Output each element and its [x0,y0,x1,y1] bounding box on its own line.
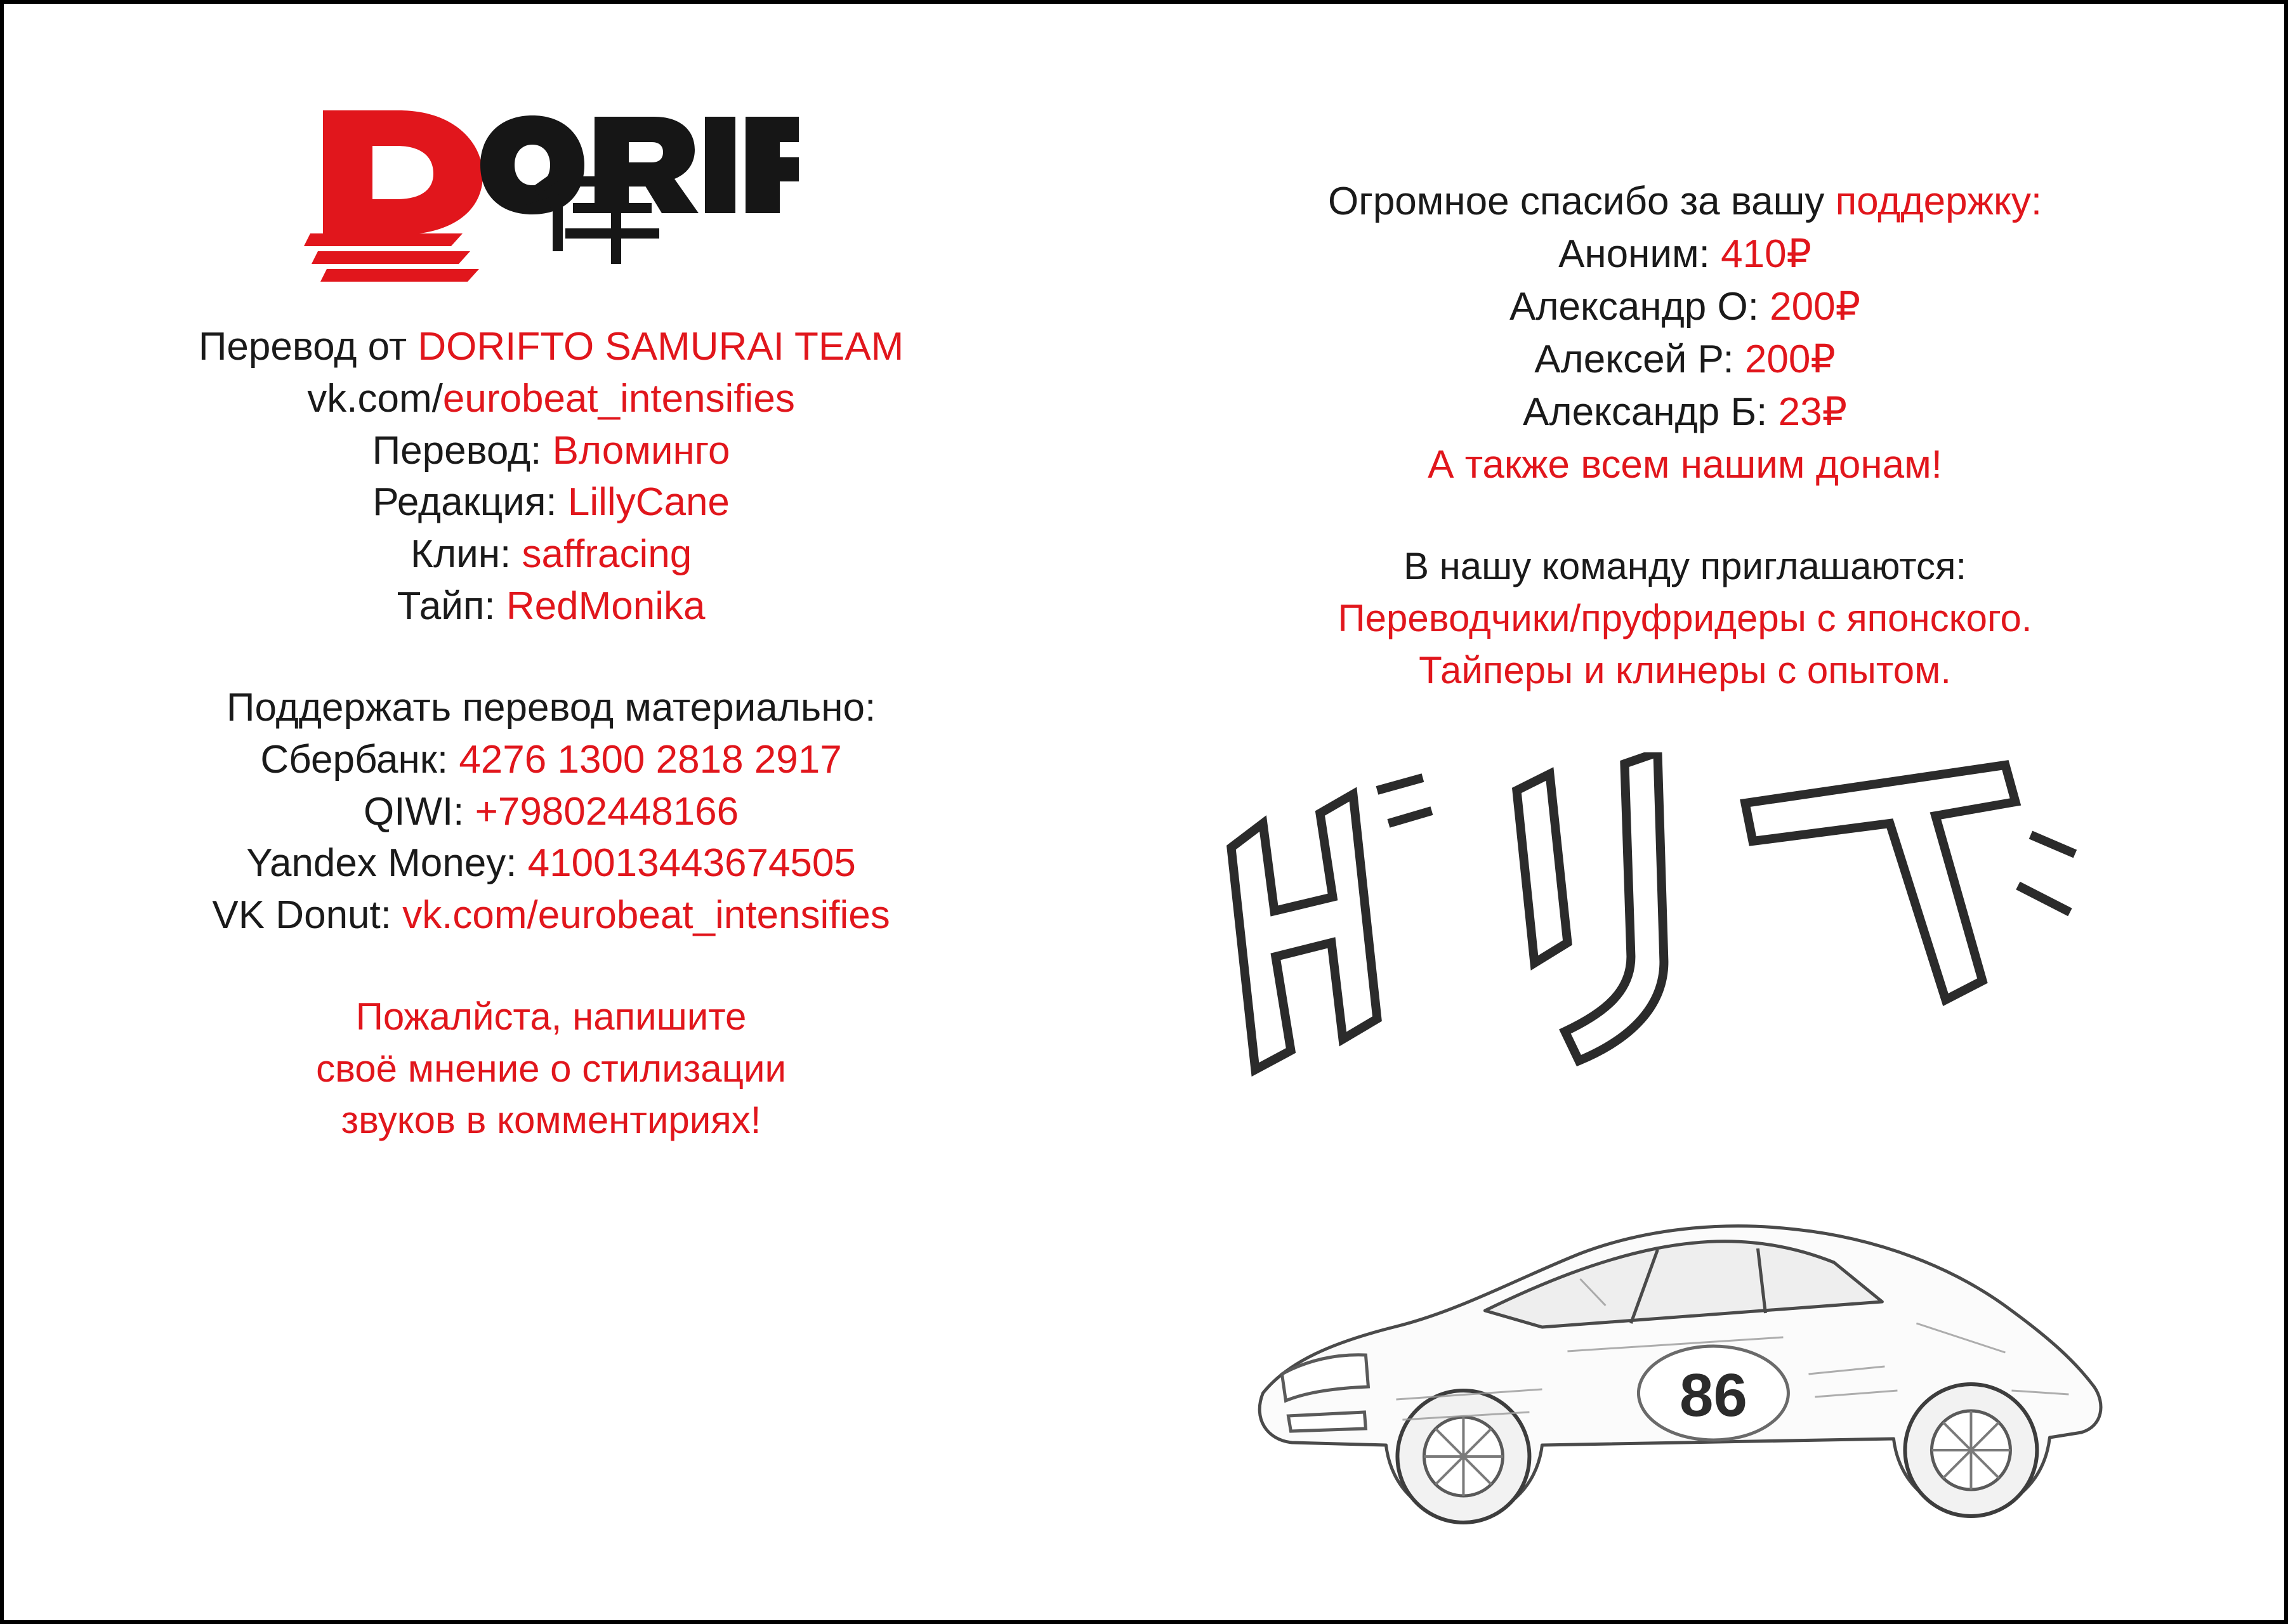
support-value: 410013443674505 [527,841,856,886]
thanks-title [1124,175,2246,228]
note-line: своё мнение о стилизации [316,1047,786,1090]
spacer [29,941,1073,991]
car-illustration [1105,752,2284,1577]
donor-line [1124,386,2246,438]
donor-amount: 200₽ [1744,337,1836,382]
note-line: Пожалйста, напишите [355,995,747,1038]
credit-label: Перевод: [372,428,553,473]
drift-car-and-sfx-icon [1105,752,2284,1577]
credit-line [29,580,1073,632]
credit-value: RedMonika [506,584,706,629]
donor-label: Аноним: [1558,232,1721,277]
donors-footer: А также всем нашим донам! [1428,443,1942,487]
credit-label: vk.com/ [307,376,443,421]
support-label: QIWI: [363,789,475,834]
spacer [29,632,1073,682]
thanks-prefix: Огромное спасибо за вашу [1327,180,1836,223]
credit-line [29,373,1073,425]
left-column [4,4,1098,1620]
support-value[interactable]: vk.com/eurobeat_intensifies [402,893,890,938]
right-column [1098,4,2284,1620]
donor-label: Александр О: [1509,285,1770,329]
credit-label: Тайп: [397,584,506,629]
donor-label: Алексей Р: [1534,337,1745,382]
donor-label: Александр Б: [1523,390,1778,435]
credit-value[interactable]: eurobeat_intensifies [442,376,795,421]
recruit-line: Переводчики/пруфридеры с японского. [1338,597,2032,640]
donor-line [1124,228,2246,280]
donor-line [1124,333,2246,386]
credits-block [29,321,1073,632]
support-line [29,786,1073,838]
feedback-note [29,991,1073,1146]
credit-label: Редакция: [372,480,568,525]
credit-value: Вломинго [552,428,730,473]
support-line [29,734,1073,786]
spacer [1124,491,2246,540]
credit-value: saffracing [522,532,692,577]
dorifto-logo [29,99,1073,283]
donor-amount: 23₽ [1778,390,1848,435]
recruit-title: В нашу команду приглашаются: [1403,545,1967,588]
thanks-highlight: поддержку: [1835,180,2042,223]
support-label: VK Donut: [212,893,403,938]
two-column-layout [4,4,2284,1620]
credit-line [29,476,1073,528]
credit-line [29,425,1073,477]
car-number: 86 [1680,1361,1747,1429]
donor-amount: 410₽ [1721,232,1811,277]
support-label: Yandex Money: [246,841,528,886]
support-value: 4276 1300 2818 2917 [459,737,842,782]
support-block [29,682,1073,941]
credit-value: LillyCane [567,480,730,525]
note-line: звуков в комментириях! [341,1099,761,1142]
support-line [29,837,1073,889]
support-label: Сбербанк: [260,737,459,782]
dorifto-samurai-logo-icon [304,99,799,283]
recruit-block [1124,540,2246,696]
credit-label: Перевод от [198,325,418,369]
credit-label: Клин: [410,532,522,577]
recruit-line: Тайперы и клинеры с опытом. [1419,648,1951,691]
donor-line [1124,280,2246,333]
support-value: +79802448166 [475,789,739,834]
thanks-block [1124,175,2246,491]
credit-line [29,528,1073,580]
credit-line [29,321,1073,373]
credit-value: DORIFTO SAMURAI TEAM [417,325,904,369]
donor-amount: 200₽ [1770,285,1861,329]
support-title: Поддержать перевод материально: [226,685,876,730]
support-line [29,889,1073,941]
